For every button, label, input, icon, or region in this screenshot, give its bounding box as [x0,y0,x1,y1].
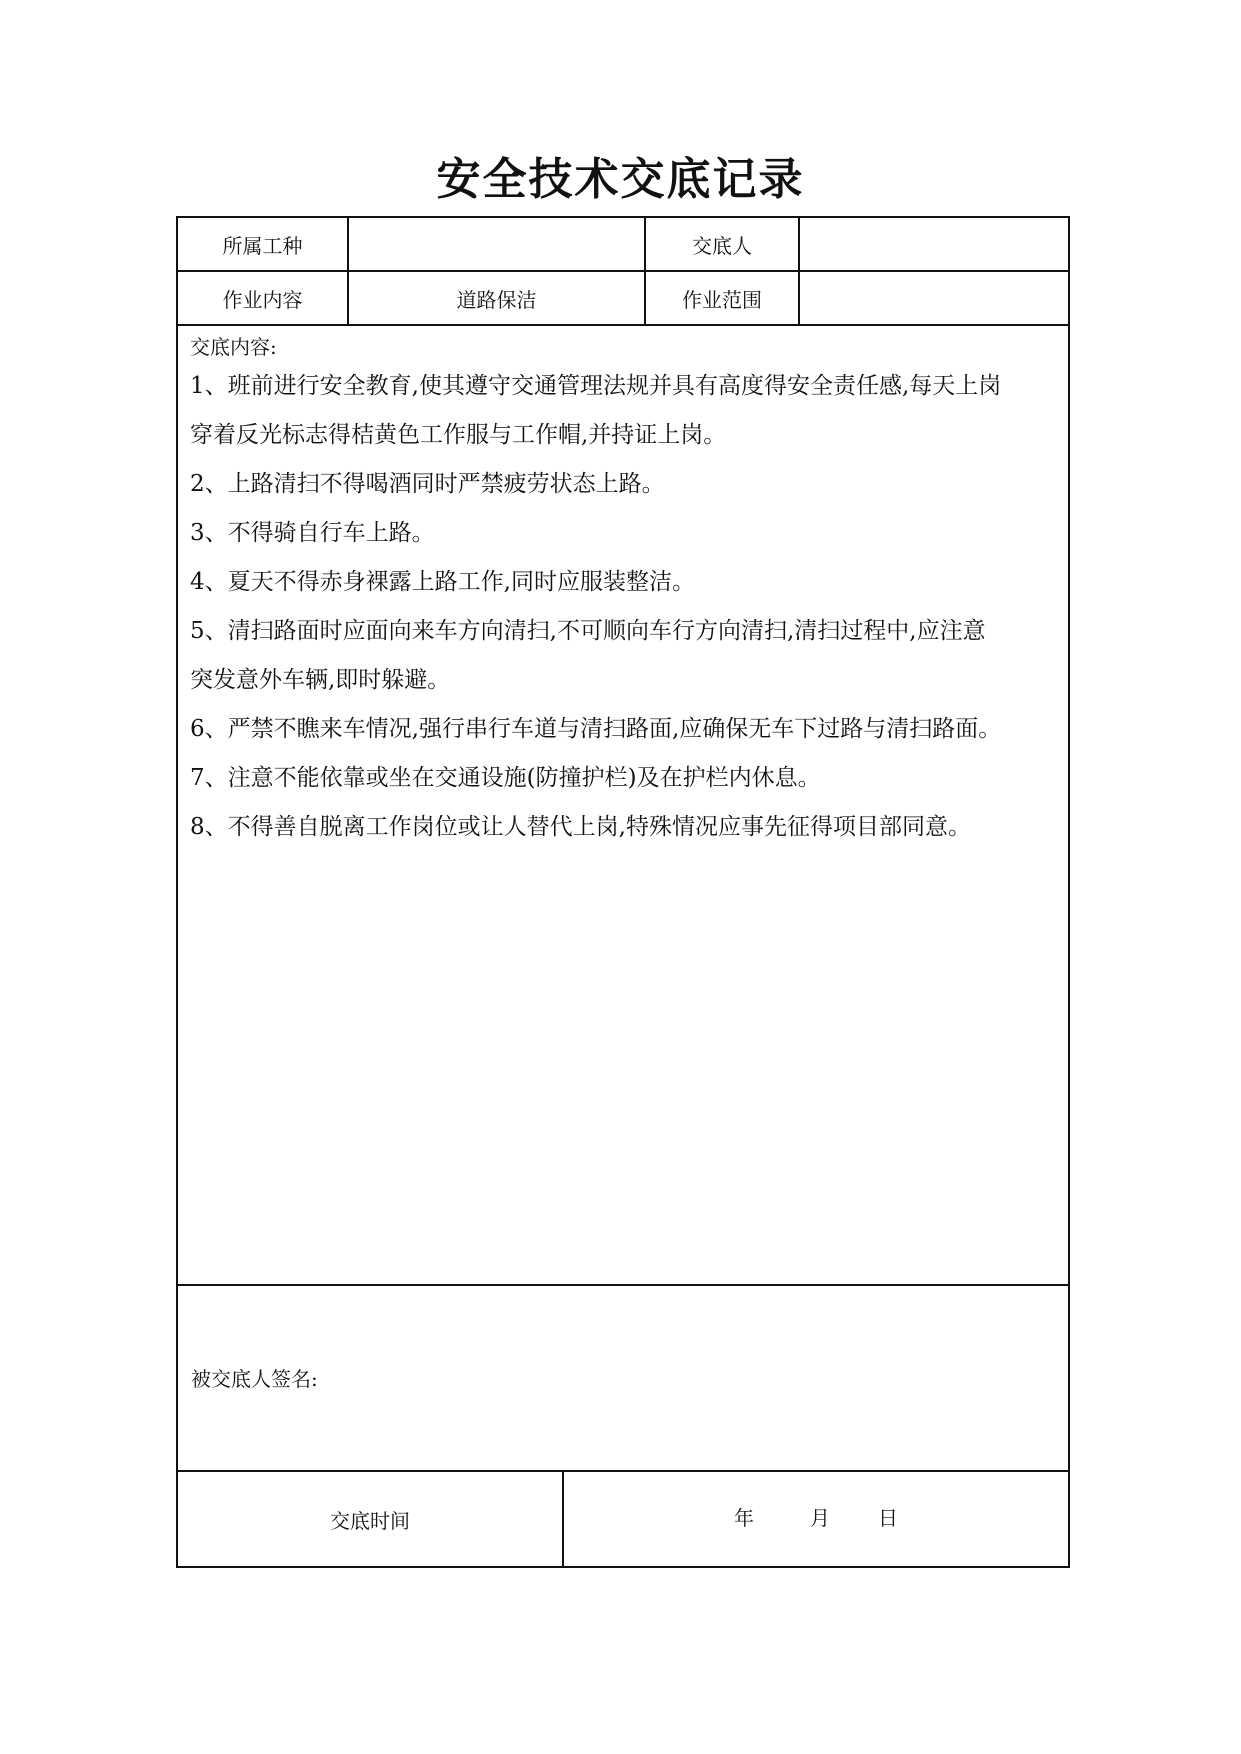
content-line: 2、上路清扫不得喝酒同时严禁疲劳状态上路。 [190,471,665,497]
content-line: 1、班前进行安全教育,使其遵守交通管理法规并具有高度得安全责任感,每天上岗 [190,373,1002,399]
work-scope-field[interactable] [800,272,1068,324]
header-row-1 [178,218,1068,272]
content-line: 4、夏天不得赤身裸露上路工作,同时应服装整洁。 [190,569,695,595]
work-scope-label: 作业范围 [682,287,762,312]
briefing-time-row [178,1472,1068,1566]
day-label: 日 [878,1506,898,1530]
header-row-2 [178,272,1068,326]
year-label: 年 [734,1506,754,1530]
briefing-form [176,216,1070,1568]
work-content-label: 作业内容 [222,287,303,312]
content-line: 8、不得善自脱离工作岗位或让人替代上岗,特殊情况应事先征得项目部同意。 [190,814,971,840]
month-label: 月 [810,1506,830,1530]
signature-area[interactable] [178,1286,1068,1472]
content-line: 5、清扫路面时应面向来车方向清扫,不可顺向车行方向清扫,清扫过程中,应注意 [190,618,986,644]
presenter-label: 交底人 [692,233,752,258]
trade-label: 所属工种 [222,233,303,258]
content-line: 6、严禁不瞧来车情况,强行串行车道与清扫路面,应确保无车下过路与清扫路面。 [190,716,1002,742]
content-line: 突发意外车辆,即时躲避。 [190,667,451,693]
content-line: 穿着反光标志得桔黄色工作服与工作帽,并持证上岗。 [190,422,727,448]
briefing-content-area [178,326,1068,1286]
divider [562,1472,564,1566]
signature-label: 被交底人签名: [191,1367,318,1391]
page-title: 安全技术交底记录 [436,154,805,205]
work-content-field[interactable]: 道路保洁 [456,287,537,312]
content-label: 交底内容: [190,335,277,359]
content-line: 7、注意不能依靠或坐在交通设施(防撞护栏)及在护栏内休息。 [190,765,821,791]
presenter-field[interactable] [800,218,1068,270]
time-label: 交底时间 [330,1508,410,1533]
trade-field[interactable] [349,218,644,270]
content-line: 3、不得骑自行车上路。 [190,520,435,546]
